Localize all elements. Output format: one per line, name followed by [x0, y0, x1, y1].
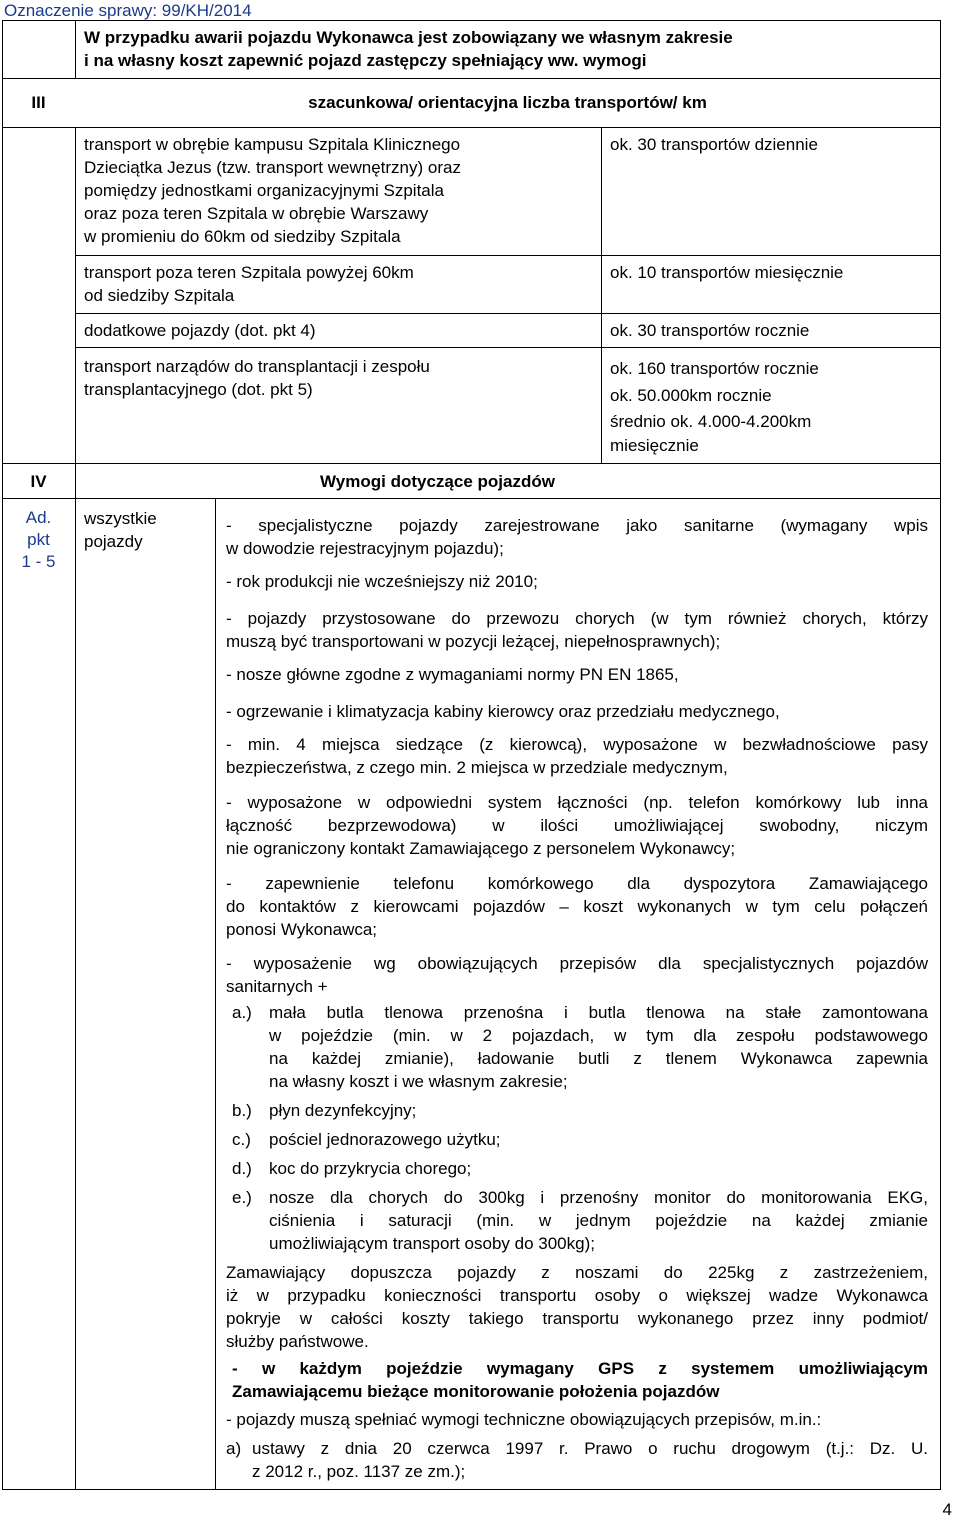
requirement-climate-control: - ogrzewanie i klimatyzacja kabiny kierowcy oraz przedziału medycznego,: [226, 702, 780, 721]
case-reference: Oznaczenie sprawy: 99/KH/2014: [4, 1, 252, 20]
law-reference: a) ustawy z dnia 20 czerwca 1997 r. Prawo o ruchu drogowym (t.j.: Dz. U. z 2012 r., poz. 1137 ze zm.);: [226, 1439, 928, 1481]
requirement-communication: - wyposażone w odpowiedni system łączności (np. telefon komórkowy lub inna łączność bezprzewodowa) w ilości umożliwiającej swobodny, niczym nie ograniczony kontakt Zamawiającego z personelem Wykonawcy;: [226, 793, 928, 858]
transport-description-additional: dodatkowe pojazdy (dot. pkt 4): [84, 321, 316, 340]
heavy-patient-note: Zamawiający dopuszcza pojazdy z noszami do 225kg z zastrzeżeniem, iż w przypadku konieczności transportu osoby o większej wadze Wykonawca pokryje w całości koszty takiego transportu wykonanego przez inny podmiot/ służby państwowe.: [226, 1263, 928, 1351]
transport-description-over-60km: transport poza teren Szpitala powyżej 60km od siedziby Szpitala: [84, 263, 414, 305]
equipment-item-e: e.) nosze dla chorych do 300kg i przenośny monitor do monitorowania EKG, ciśnienia i saturacji (min. w jednym pojeździe na każdej zmianie umożliwiającym transport osoby do 300kg);: [232, 1188, 928, 1253]
section-iii-title: szacunkowa/ orientacyjna liczba transportów/ km: [308, 93, 707, 112]
section-iv-reference: Ad. pkt 1 - 5: [21, 508, 56, 571]
transport-description-transplant: transport narządów do transplantacji i zespołu transplantacyjnego (dot. pkt 5): [84, 357, 430, 399]
requirement-seats: - min. 4 miejsca siedzące (z kierowcą), wyposażone w bezwładnościowe pasy bezpieczeństwa, z czego min. 2 miejsca w przedziale medycznym,: [226, 735, 928, 777]
requirement-production-year: - rok produkcji nie wcześniejszy niż 2010;: [226, 572, 538, 591]
section-number-iv: IV: [30, 472, 47, 491]
section-iv-title: Wymogi dotyczące pojazdów: [320, 472, 555, 491]
requirement-patient-transport: - pojazdy przystosowane do przewozu chorych (w tym również chorych, którzy muszą być transportowani w pozycji leżącej, niepełnosprawnych);: [226, 609, 928, 651]
equipment-item-d: d.) koc do przykrycia chorego;: [232, 1159, 472, 1178]
replacement-vehicle-requirement: W przypadku awarii pojazdu Wykonawca jest zobowiązany we własnym zakresie i na własny koszt zapewnić pojazd zastępczy spełniający ww. wymogi: [84, 28, 733, 70]
requirement-equipment: - wyposażenie wg obowiązujących przepisów dla specjalistycznych pojazdów sanitarnych +: [226, 954, 928, 996]
requirement-stretcher-norm: - nosze główne zgodne z wymaganiami normy PN EN 1865,: [226, 665, 679, 684]
transport-count-internal: ok. 30 transportów dziennie: [610, 135, 818, 154]
section-number-iii: III: [31, 93, 46, 112]
requirement-registration: - specjalistyczne pojazdy zarejestrowane jako sanitarne (wymagany wpis w dowodzie rejestracyjnym pojazdu);: [226, 516, 928, 558]
requirement-gps: - w każdym pojeździe wymagany GPS z systemem umożliwiającym Zamawiającemu bieżące monitorowanie położenia pojazdów: [232, 1359, 928, 1401]
transport-count-additional: ok. 30 transportów rocznie: [610, 321, 810, 340]
transport-count-over-60km: ok. 10 transportów miesięcznie: [610, 263, 844, 282]
transport-description-internal: transport w obrębie kampusu Szpitala Klinicznego Dzieciątka Jezus (tzw. transport wewnętrzny) oraz pomiędzy jednostkami organizacyjnymi Szpitala oraz poza teren Szpitala w obrębie Warszawy w promieniu do 60km od siedziby Szpitala: [84, 135, 461, 246]
equipment-item-c: c.) pościel jednorazowego użytku;: [232, 1130, 501, 1149]
requirement-dispatcher-phone: - zapewnienie telefonu komórkowego dla dyspozytora Zamawiającego do kontaktów z kierowcami pojazdów – koszt wykonanych w tym celu połączeń ponosi Wykonawca;: [226, 874, 928, 939]
equipment-item-b: b.) płyn dezynfekcyjny;: [232, 1101, 417, 1120]
equipment-item-a: a.) mała butla tlenowa przenośna i butla tlenowa na stałe zamontowana w pojeździe (min. w 2 pojazdach, w tym dla zespołu podstawowego na każdej zmianie), ładowanie butli z tlenem Wykonawca zapewnia na własny koszt i we własnym zakresie;: [232, 1003, 928, 1091]
requirement-technical: - pojazdy muszą spełniać wymogi techniczne obowiązujących przepisów, m.in.:: [226, 1410, 822, 1429]
page-number: 4: [942, 1500, 952, 1519]
vehicle-category: wszystkie pojazdy: [84, 509, 157, 551]
transport-count-transplant: ok. 160 transportów rocznie ok. 50.000km rocznie średnio ok. 4.000-4.200km miesięcznie: [610, 359, 819, 455]
